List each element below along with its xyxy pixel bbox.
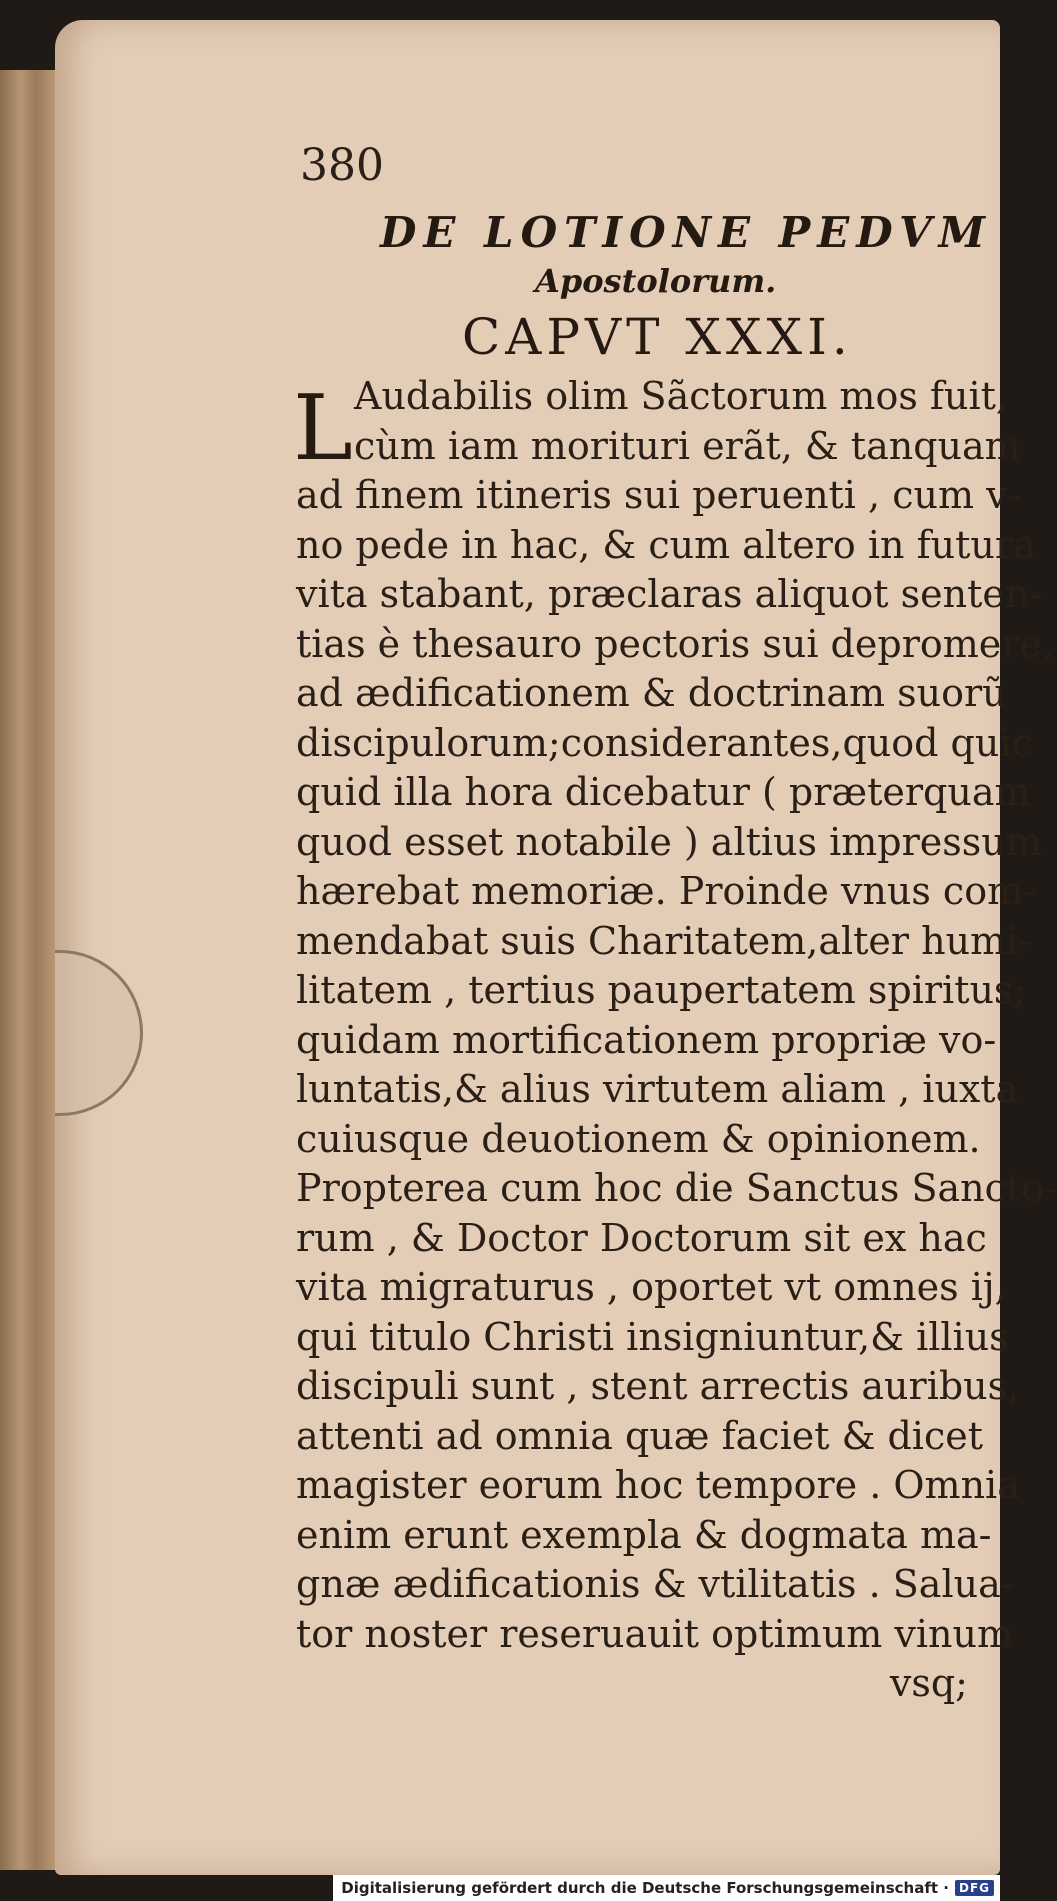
- text-line: cùm iam morituri erãt, & tanquam: [354, 423, 1021, 468]
- text-line: rum , & Doctor Doctorum sit ex hac: [296, 1215, 987, 1260]
- text-line: hærebat memoriæ. Proinde vnus com-: [296, 869, 1036, 913]
- text-line: cuiusque deuotionem & opinionem.: [296, 1116, 981, 1161]
- text-line: ad ædificationem & doctrinam suorũ: [296, 671, 1007, 715]
- chapter-heading: CAPVT XXXI.: [462, 308, 853, 366]
- text-line: vita migraturus , oportet vt omnes ij,: [296, 1265, 1007, 1309]
- digitization-credit: [333, 1875, 1000, 1901]
- page-number: 380: [300, 140, 384, 191]
- text-line: discipuli sunt , stent arrectis auribus,: [296, 1364, 1020, 1408]
- text-line: mendabat suis Charitatem,alter humi-: [296, 918, 1032, 963]
- text-line: quidam mortificationem propriæ vo-: [296, 1017, 997, 1062]
- text-line: Propterea cum hoc die Sanctus Sancto-: [296, 1166, 1057, 1210]
- text-line: ad finem itineris sui peruenti , cum v-: [296, 473, 1021, 517]
- text-line: vita stabant, præclaras aliquot senten-: [296, 572, 1043, 616]
- text-line: enim erunt exempla & dogmata ma-: [296, 1512, 992, 1557]
- body-text: [293, 372, 1057, 1709]
- text-line: no pede in hac, & cum altero in futura: [296, 522, 1036, 567]
- text-line: discipulorum;considerantes,quod quic: [296, 720, 1033, 765]
- drop-cap: L: [293, 376, 353, 481]
- text-line: quod esset notabile ) altius impressum: [296, 819, 1042, 864]
- section-subtitle: Apostolorum.: [535, 262, 777, 300]
- text-line: qui titulo Christi insigniuntur,& illius: [296, 1314, 1009, 1359]
- text-line: tor noster reseruauit optimum vinum: [296, 1611, 1014, 1656]
- text-line: litatem , tertius paupertatem spiritus;: [296, 968, 1027, 1012]
- dfg-logo: DFG: [955, 1880, 994, 1896]
- book-clasp: [55, 950, 143, 1116]
- text-line: Audabilis olim Sãctorum mos fuit,: [354, 374, 1008, 418]
- text-line: attenti ad omnia quæ faciet & dicet: [296, 1413, 984, 1458]
- catchword: vsq;: [889, 1661, 968, 1705]
- text-line: quid illa hora dicebatur ( præterquam: [296, 770, 1031, 814]
- text-line: luntatis,& alius virtutem aliam , iuxta: [296, 1067, 1019, 1111]
- credit-text: Digitalisierung gefördert durch die Deutsche Forschungsgemeinschaft ·: [341, 1879, 949, 1897]
- section-title: DE LOTIONE PEDVM: [380, 208, 993, 257]
- text-line: magister eorum hoc tempore . Omnia: [296, 1463, 1020, 1507]
- text-line: tias è thesauro pectoris sui depromere,: [296, 621, 1054, 666]
- text-line: gnæ ædificationis & vtilitatis . Salua-: [296, 1562, 1014, 1606]
- book-edge: [0, 70, 62, 1870]
